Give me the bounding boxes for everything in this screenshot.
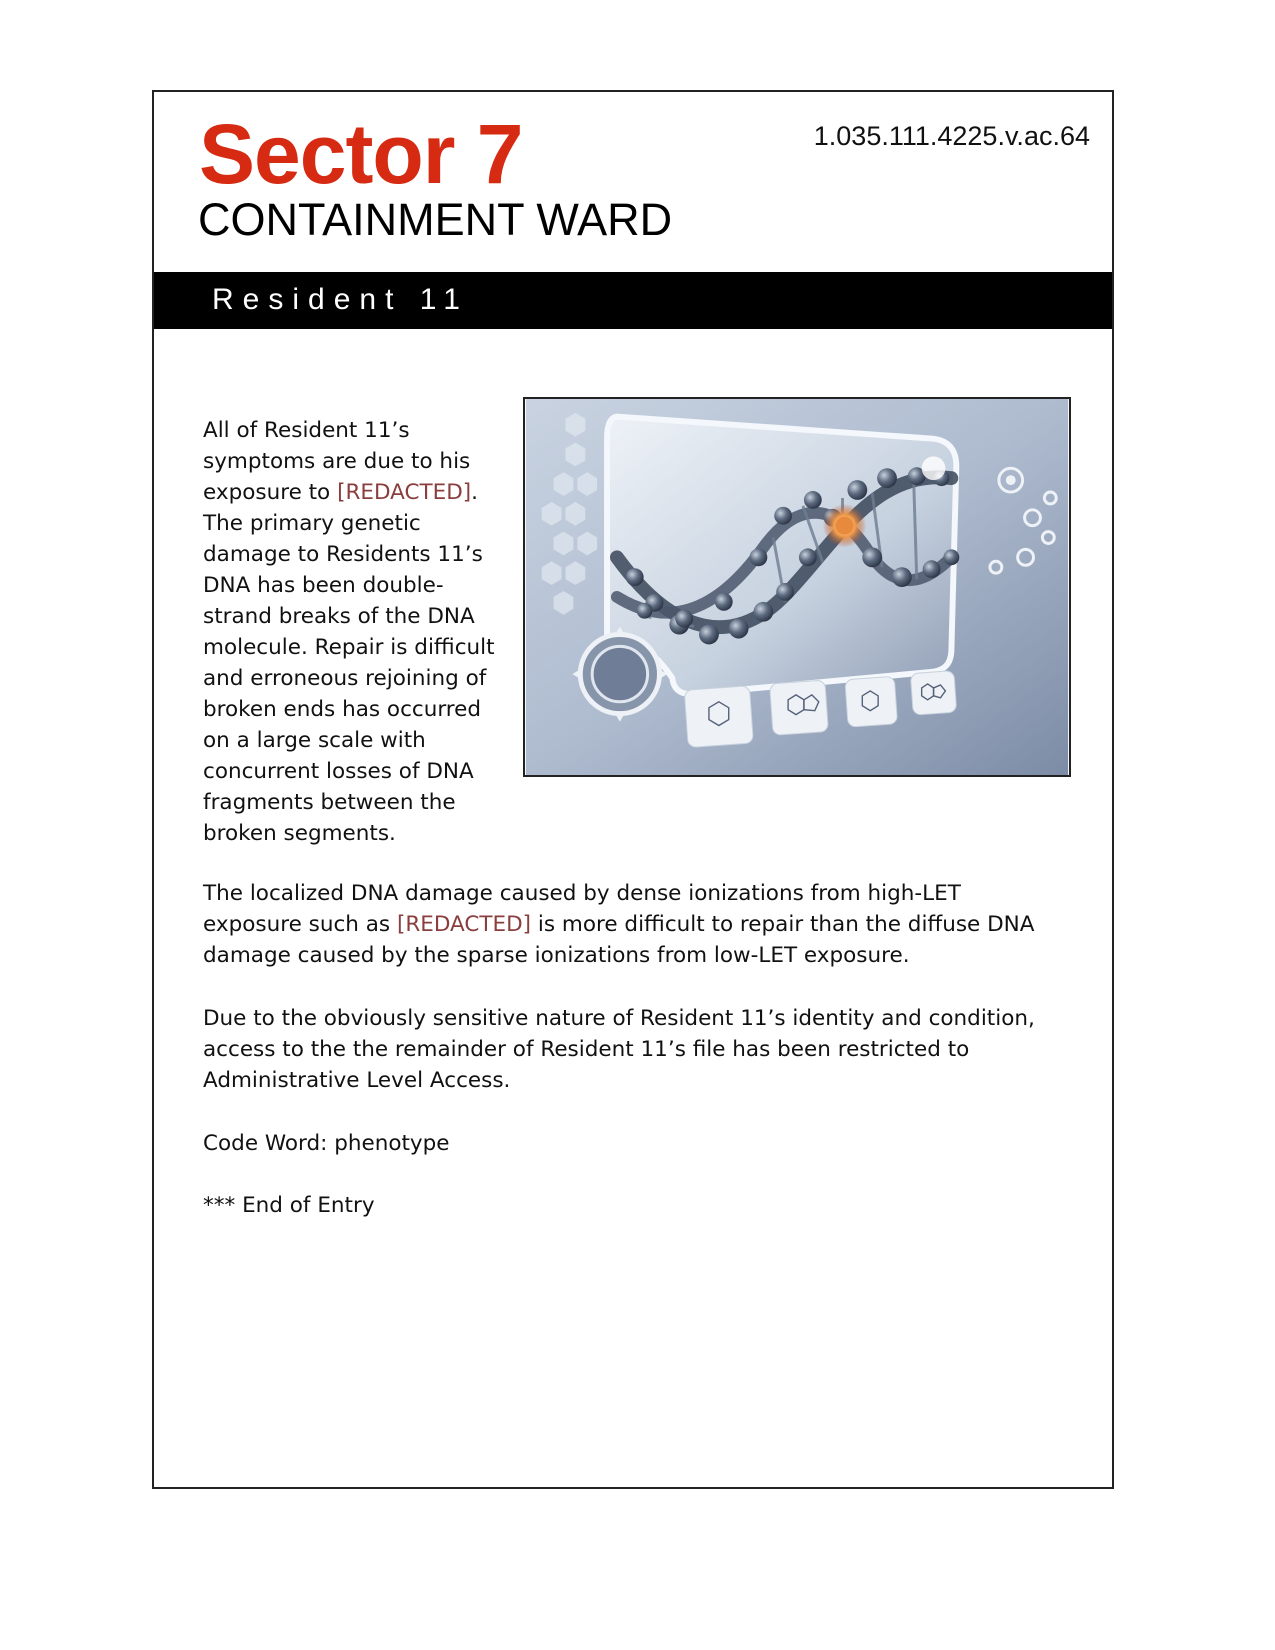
section-band-label: Resident 11 xyxy=(212,283,469,316)
paragraph-access-restriction: Due to the obviously sensitive nature of Resident 11’s identity and condition, access to the the remainder of Resident 11’s file has been restricted to Administrative Level Access. xyxy=(203,1006,1035,1093)
section-band xyxy=(154,272,1112,329)
paragraph-text: is more difficult to repair than the diffuse DNA damage caused by the sparse ionizations from low-LET exposure. xyxy=(203,912,1035,968)
page-subtitle: CONTAINMENT WARD xyxy=(198,194,673,245)
redacted-marker: [REDACTED] xyxy=(337,480,472,505)
end-of-entry: *** End of Entry xyxy=(203,1193,375,1218)
paragraph-let-exposure xyxy=(203,878,1063,971)
dna-helix-illustration xyxy=(523,397,1071,777)
paragraph-text: All of Resident 11’s symptoms are due to his exposure to xyxy=(203,418,471,505)
dna-illustration-graphic xyxy=(525,399,1069,775)
code-word: Code Word: phenotype xyxy=(203,1131,450,1156)
paragraph-text: The localized DNA damage caused by dense ionizations from high-LET exposure such as xyxy=(203,881,961,937)
document-frame xyxy=(152,90,1114,1489)
page-title: Sector 7 xyxy=(199,107,523,201)
paragraph-text: . The primary genetic damage to Residents 11’s DNA has been double-strand breaks of the DNA molecule. Repair is difficult and erroneous rejoining of broken ends has occurred on a large scale with concurrent losses of DNA fragments between the broken segments. xyxy=(203,480,495,846)
paragraph-symptoms xyxy=(203,415,503,849)
redacted-marker: [REDACTED] xyxy=(396,912,532,937)
document-id: 1.035.111.4225.v.ac.64 xyxy=(813,121,1090,151)
